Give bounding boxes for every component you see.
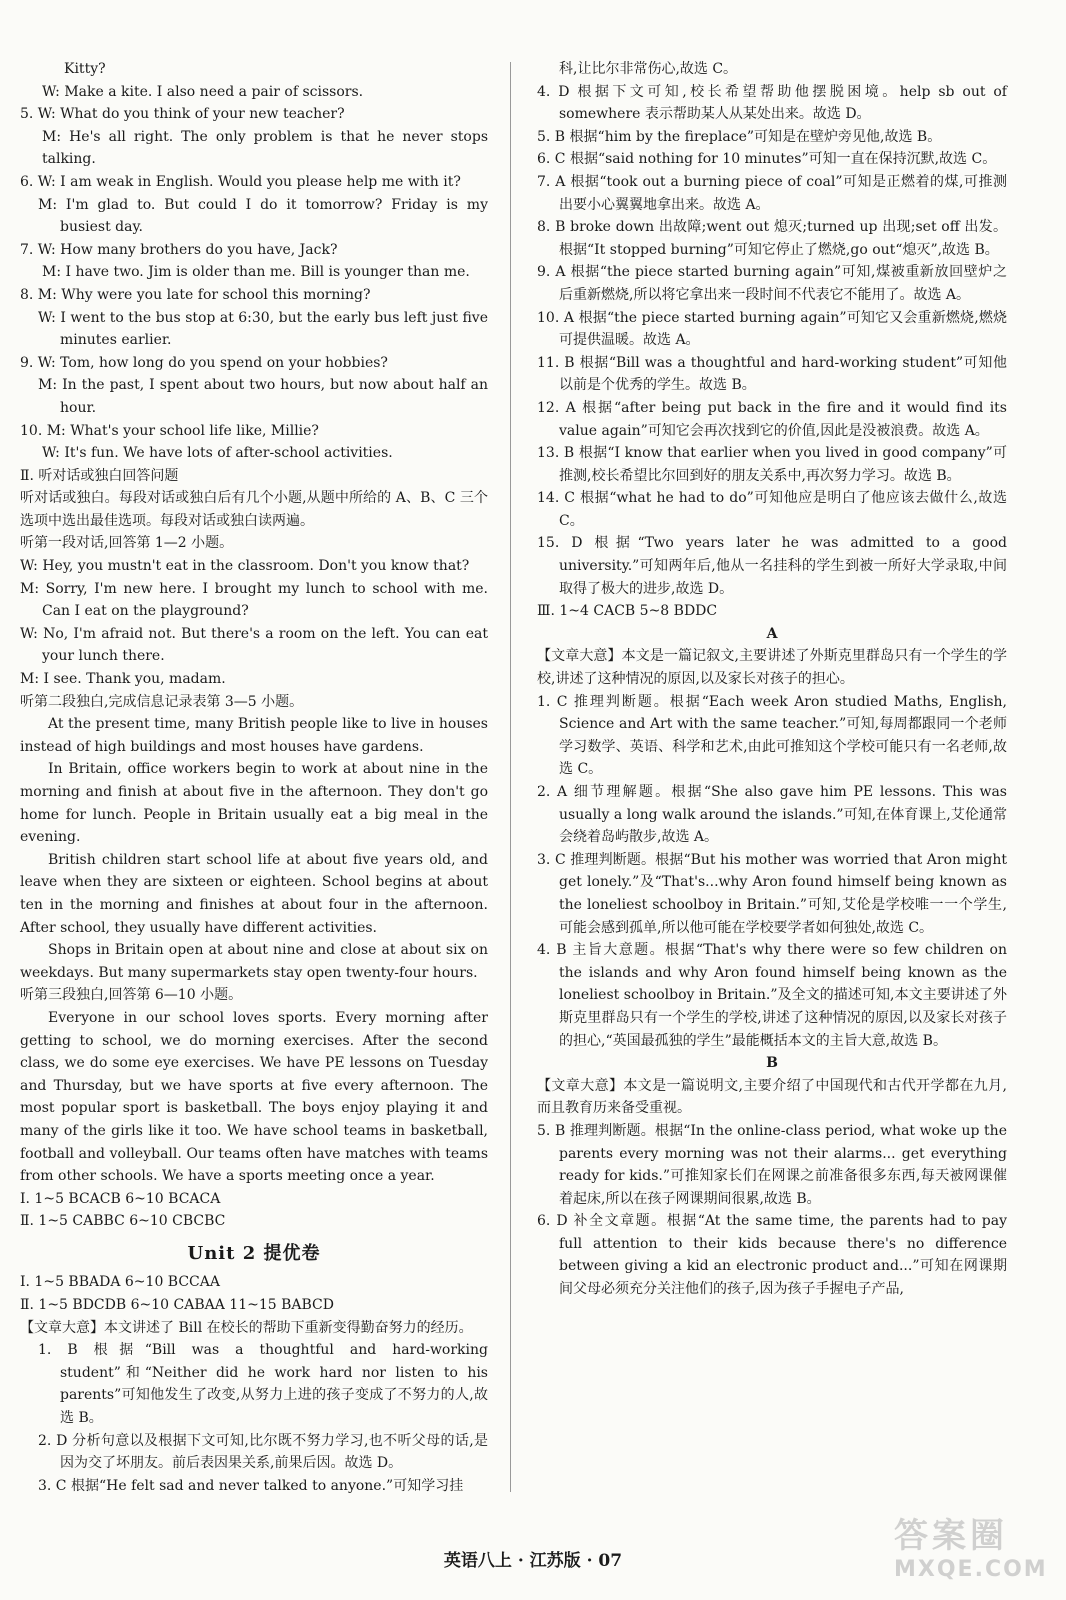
text-line: W: I went to the bus stop at 6:30, but the early bus left just five minutes earlier. [38,309,488,349]
text-line: 2. D 分析句意以及根据下文可知,比尔既不努力学习,也不听父母的话,是因为交了坏朋友。前后表因果关系,前果后因。故选 D。 [38,1432,488,1472]
text-line: Ⅰ. 1~5 BCACB 6~10 BCACA [20,1190,221,1207]
text-line: M: I see. Thank you, madam. [20,671,226,688]
text-line: British children start school life at about five years old, and leave when they are sixteen or eighteen. School begins at about ten in the morning and finishes at about four in the afternoon. After school, they usually have different activities. [20,851,488,936]
text-line: 听第三段独白,回答第 6—10 小题。 [20,987,243,1004]
text-line: 4. D 根据下文可知,校长希望帮助他摆脱困境。help sb out of somewhere 表示帮助某人从某处出来。故选 D。 [537,83,1007,123]
watermark-logo [894,1508,1054,1590]
text-line: M: I'm glad to. But could I do it tomorrow? Friday is my busiest day. [38,196,488,236]
text-line: Shops in Britain open at about nine and close at about six on weekdays. But many supermarkets stay open twenty-four hours. [20,942,488,981]
text-line: 5. B 根据“him by the fireplace”可知是在壁炉旁见他,故选 B。 [537,128,942,145]
text-line: W: No, I'm afraid not. But there's a room on the left. You can eat your lunch there. [20,625,488,665]
text-line: M: I have two. Jim is older than me. Bill is younger than me. [42,264,470,281]
text-line: Ⅱ. 1~5 BDCDB 6~10 CABAA 11~15 BABCD [20,1297,334,1314]
text-line: Everyone in our school loves sports. Every morning after getting to school, we do morning exercises. After the second class, we do some eye exercises. We have PE lessons on Tuesday and Thursday, but we have sports at five every afternoon. The most popular sport is basketball. The boys enjoy playing it and many of the girls like it too. We have school teams in basketball, football and volleyball. Our teams often have matches with teams from other schools. We have a sports meeting once a year. [20,1009,488,1185]
text-line: 13. B 根据“I know that earlier when you lived in good company”可推测,校长希望比尔回到好的朋友关系中,再次努力学习。故选 B。 [537,445,1007,484]
text-line: 1. C 推理判断题。根据“Each week Aron studied Maths, English, Science and Art with the same teacher.”可知,每周都跟同一个老师学习数学、英语、科学和艺术,由此可推知这个学校可能只有一名老师,故选 C。 [537,693,1007,778]
text-line: 10. A 根据“the piece started burning again”可知它又会重新燃烧,燃烧可提供温暖。故选 A。 [537,309,1007,349]
text-line: 6. D 补全文章题。根据“At the same time, the parents had to pay full attention to their kids because there's no difference between giving a kid an electronic product and...”可知在网课期间父母必须充分关注他们的孩子,因为孩子手握电子产品, [537,1213,1007,1298]
text-line: Ⅱ. 1~5 CABBC 6~10 CBCBC [20,1213,226,1230]
text-line: 1. B 根据“Bill was a thoughtful and hard-working student”和“Neither did he work hard nor listen to his parents”可知他发生了改变,从努力上进的孩子变成了不努力的人,故选 B。 [38,1342,488,1427]
text-line: In Britain, office workers begin to work at about nine in the morning and finish at about five in the afternoon. They don't go home for lunch. People in Britain usually eat a big meal in the evening. [20,761,488,846]
text-line: 3. C 推理判断题。根据“But his mother was worried that Aron might get lonely.”及“That's...why Aron found himself being known as the loneliest schoolboy in Britain.”可知,艾伦是学校唯一一个学生,可能会感到孤单,所以他可能在学校要学者如何独处,故选 C。 [537,851,1007,936]
text-line: 8. B broke down 出故障;went out 熄灭;turned up 出现;set off 出发。根据“It stopped burning”可知它停止了燃烧,go out“熄灭”,故选 B。 [537,219,1007,258]
right-text-block-b [537,1075,1007,1301]
text-line: Kitty? [64,61,106,77]
text-line: 4. B 主旨大意题。根据“That's why there were so few children on the islands and why Aron found himself being known as the loneliest schoolboy in Britain.”及全文的描述可知,本文主要讲述了外斯克里群岛只有一个学生的学校,讲述了这种情况的原因,以及家长对孩子的担心,“英国最孤独的学生”最能概括本文的主旨大意,故选 B。 [537,942,1007,1049]
text-line: 听第二段独白,完成信息记录表第 3—5 小题。 [20,693,304,710]
text-line: Ⅲ. 1~4 CACB 5~8 BDDC [537,603,718,620]
text-line: 【文章大意】本文讲述了 Bill 在校长的帮助下重新变得勤奋努力的经历。 [20,1319,473,1336]
text-line: 【文章大意】本文是一篇记叙文,主要讲述了外斯克里群岛只有一个学生的学校,讲述了这种情况的原因,以及家长对孩子的担心。 [537,648,1007,688]
text-line: 14. C 根据“what he had to do”可知他应是明白了他应该去做什么,故选 C。 [537,490,1007,529]
section-a-heading: A [766,625,778,642]
unit-title: Unit 2 提优卷 [187,1242,321,1264]
text-line: 11. B 根据“Bill was a thoughtful and hard-working student”可知他以前是个优秀的学生。故选 B。 [537,354,1007,394]
left-text-block-2 [20,1271,488,1497]
text-line: At the present time, many British people like to live in houses instead of high buildings and most houses have gardens. [20,716,488,755]
text-line: 9. W: Tom, how long do you spend on your hobbies? [20,354,388,371]
text-line: 7. A 根据“took out a burning piece of coal”可知是正燃着的煤,可推测出要小心翼翼地拿出来。故选 A。 [537,173,1007,213]
column-divider [510,62,511,1492]
watermark-bottom: MXQE.COM [894,1557,1048,1582]
right-column [537,58,1007,1301]
text-line: 3. C 根据“He felt sad and never talked to anyone.”可知学习挂 [38,1477,464,1494]
text-line: M: Sorry, I'm new here. I brought my lunch to school with me. Can I eat on the playground? [20,580,488,620]
text-line: 6. C 根据“said nothing for 10 minutes”可知一直在保持沉默,故选 C。 [537,151,997,168]
text-line: 12. A 根据“after being put back in the fire and it would find its value again”可知它会再次找到它的价值,因此是没被浪费。故选 A。 [537,399,1007,439]
right-text-block-1 [537,58,1007,623]
text-line: W: Hey, you mustn't eat in the classroom. Don't you know that? [20,558,470,575]
text-line: 5. W: What do you think of your new teacher? [20,106,345,123]
left-text-block-1 [20,58,488,1233]
text-line: 6. W: I am weak in English. Would you please help me with it? [20,173,461,190]
text-line: Ⅱ. 听对话或独白回答问题 [20,467,179,484]
text-line: 听对话或独白。每段对话或独白后有几个小题,从题中所给的 A、B、C 三个选项中选出最佳选项。每段对话或独白读两遍。 [20,490,488,529]
text-line: 5. B 推理判断题。根据“In the online-class period, what woke up the parents every morning was not their alarms... get everything ready for kids.”可推知家长们在网课之前准备很多东西,每天被网课催着起床,所以在孩子网课期间很累,故选 B。 [537,1122,1007,1207]
text-line: 【文章大意】本文是一篇说明文,主要介绍了中国现代和古代开学都在九月,而且教育历来备受重视。 [537,1077,1007,1117]
text-line: 15. D 根据“Two years later he was admitted to a good university.”可知两年后,他从一名挂科的学生到被一所好大学录取,中间取得了极大的进步,故选 D。 [537,535,1007,597]
text-line: W: It's fun. We have lots of after-school activities. [42,445,393,462]
right-text-block-a [537,645,1007,1052]
text-line: 听第一段对话,回答第 1—2 小题。 [20,535,234,552]
text-line: M: He's all right. The only problem is that he never stops talking. [42,128,488,168]
text-line: 7. W: How many brothers do you have, Jack? [20,241,338,258]
text-line: Ⅰ. 1~5 BBADA 6~10 BCCAA [20,1274,220,1291]
section-b-heading: B [766,1055,778,1072]
page-footer: 英语八上 · 江苏版 · 07 [443,1551,623,1571]
text-line: 科,让比尔非常伤心,故选 C。 [559,61,738,77]
text-line: 8. M: Why were you late for school this morning? [20,286,371,303]
text-line: 2. A 细节理解题。根据“She also gave him PE lessons. This was usually a long walk around the islands.”可知,在体育课上,艾伦通常会绕着岛屿散步,故选 A。 [537,784,1007,846]
left-column [20,58,488,1497]
text-line: M: In the past, I spent about two hours, but now about half an hour. [38,377,488,416]
text-line: 9. A 根据“the piece started burning again”可知,煤被重新放回壁炉之后重新燃烧,所以将它拿出来一段时间不代表它不能用了。故选 A。 [537,264,1007,303]
text-line: 10. M: What's your school life like, Millie? [20,422,319,439]
text-line: W: Make a kite. I also need a pair of scissors. [42,83,364,100]
watermark-top: 答案圈 [894,1516,1008,1556]
